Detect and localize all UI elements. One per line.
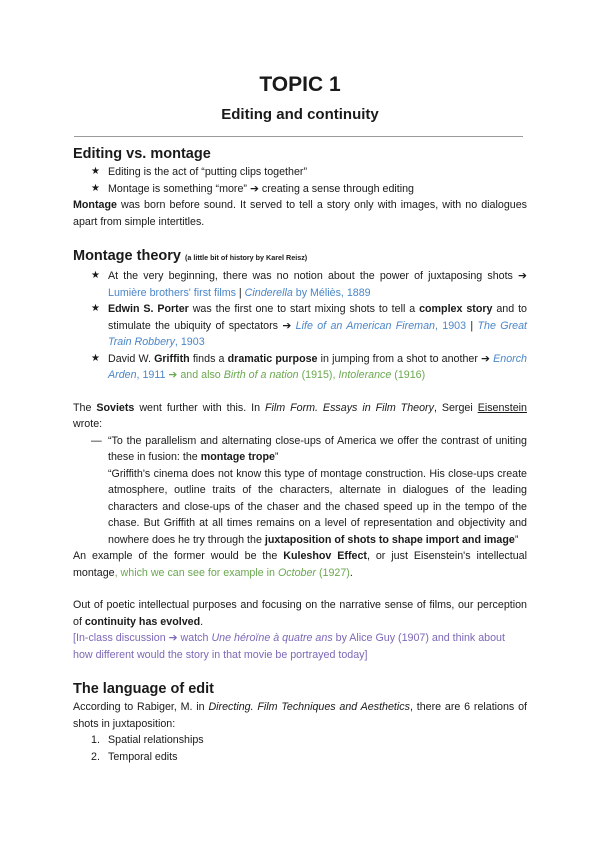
quote-list	[73, 433, 527, 549]
list-item: ★ David W. Griffith finds a dramatic purpose in jumping from a shot to another ➔ Enorch Arden, 1911 ➔ and also Birth of a nation (1915), Intolerance (1916)	[91, 352, 527, 381]
star-icon: ★	[91, 352, 100, 364]
section-heading-montage-theory	[73, 246, 527, 268]
paragraph-text: was born before sound. It served to tell a story only with images, with no dialogues apart from simple intertitles.	[73, 199, 527, 228]
bullet-list	[73, 164, 527, 197]
horizontal-divider	[74, 136, 523, 137]
in-class-note: [In-class discussion ➔ watch Une héroïne à quatre ans by Alice Guy (1907) and think about how different would the story in that movie be portrayed today]	[73, 632, 505, 661]
list-item: 2. Temporal edits	[91, 750, 178, 763]
star-icon: ★	[91, 166, 100, 177]
list-item	[91, 181, 527, 198]
section-heading-editing-vs-montage: Editing vs. montage	[73, 146, 211, 162]
paragraph	[73, 197, 527, 230]
list-item: 1. Spatial relationships	[91, 734, 204, 746]
underlined-name: Eisenstein	[477, 401, 527, 414]
heading-text: Montage theory	[73, 248, 181, 264]
paragraph: The Soviets went further with this. In Film Form. Essays in Film Theory, Sergei Eisenstein wrote:	[73, 401, 527, 430]
film-link[interactable]: Lumière brothers' first films	[108, 286, 236, 299]
list-item	[91, 164, 527, 181]
dash-icon: —	[91, 434, 102, 447]
quote-item: — “To the parallelism and alternating close-ups of America we offer the contrast of uniting these in fusion: the montage trope” “Griffith's cinema does not know this type of montage construction. His close-ups create atmosphere, outline traits of the characters, alternate in dialogues of the leading characters and close-ups of the chaser and the chased speed up in the tempo of the chase. But Griffith at all times remains on a level of representation and objectivity and nowhere does he try through the juxtaposition of shots to shape import and image”	[91, 434, 527, 546]
document-body	[73, 144, 527, 765]
paragraph: An example of the former would be the Kuleshov Effect, or just Eisenstein's intellectual montage, which we can see for example in October (1927).	[73, 550, 527, 579]
film-link[interactable]: Life of an American Fireman, 1903	[295, 319, 467, 332]
star-icon: ★	[91, 303, 100, 314]
bullet-list	[73, 268, 527, 384]
heading-note: (a little bit of history by Karel Reisz)	[184, 253, 308, 262]
film-link[interactable]: The Great Train Robbery, 1903	[108, 319, 528, 348]
page-subtitle: Editing and continuity	[221, 106, 379, 123]
list-item-text: Montage is something “more” ➔ creating a sense through editing	[108, 182, 414, 195]
bold-text: Montage	[73, 199, 117, 211]
film-link[interactable]: Cinderella by Méliès, 1889	[244, 286, 371, 299]
star-icon: ★	[91, 270, 100, 281]
film-link[interactable]: Enorch Arden, 1911	[108, 352, 527, 381]
section-heading-language-of-edit: The language of edit	[73, 681, 214, 697]
page-title: TOPIC 1	[259, 73, 341, 96]
numbered-list	[73, 732, 527, 765]
highlight-text: ➔ and also Birth of a nation (1915), Intolerance (1916)	[165, 369, 426, 381]
paragraph: According to Rabiger, M. in Directing. Film Techniques and Aesthetics, there are 6 relations of shots in juxtaposition:	[73, 701, 527, 730]
list-item: ★ Edwin S. Porter was the first one to start mixing shots to tell a complex story and to stimulate the ubiquity of spectators ➔ Life of an American Fireman, 1903 | The Great Train Robbery, 1903	[91, 303, 528, 348]
list-item-text: Editing is the act of “putting clips together”	[108, 166, 308, 178]
highlight-text: , which we can see for example in October (1927)	[114, 566, 350, 579]
paragraph: Out of poetic intellectual purposes and focusing on the narrative sense of films, our perception of continuity has evolved.	[73, 599, 527, 628]
star-icon: ★	[91, 182, 100, 194]
list-item: ★ At the very beginning, there was no notion about the power of juxtaposing shots ➔ Lumière brothers' first films | Cinderella by Méliès, 1889	[91, 270, 527, 299]
